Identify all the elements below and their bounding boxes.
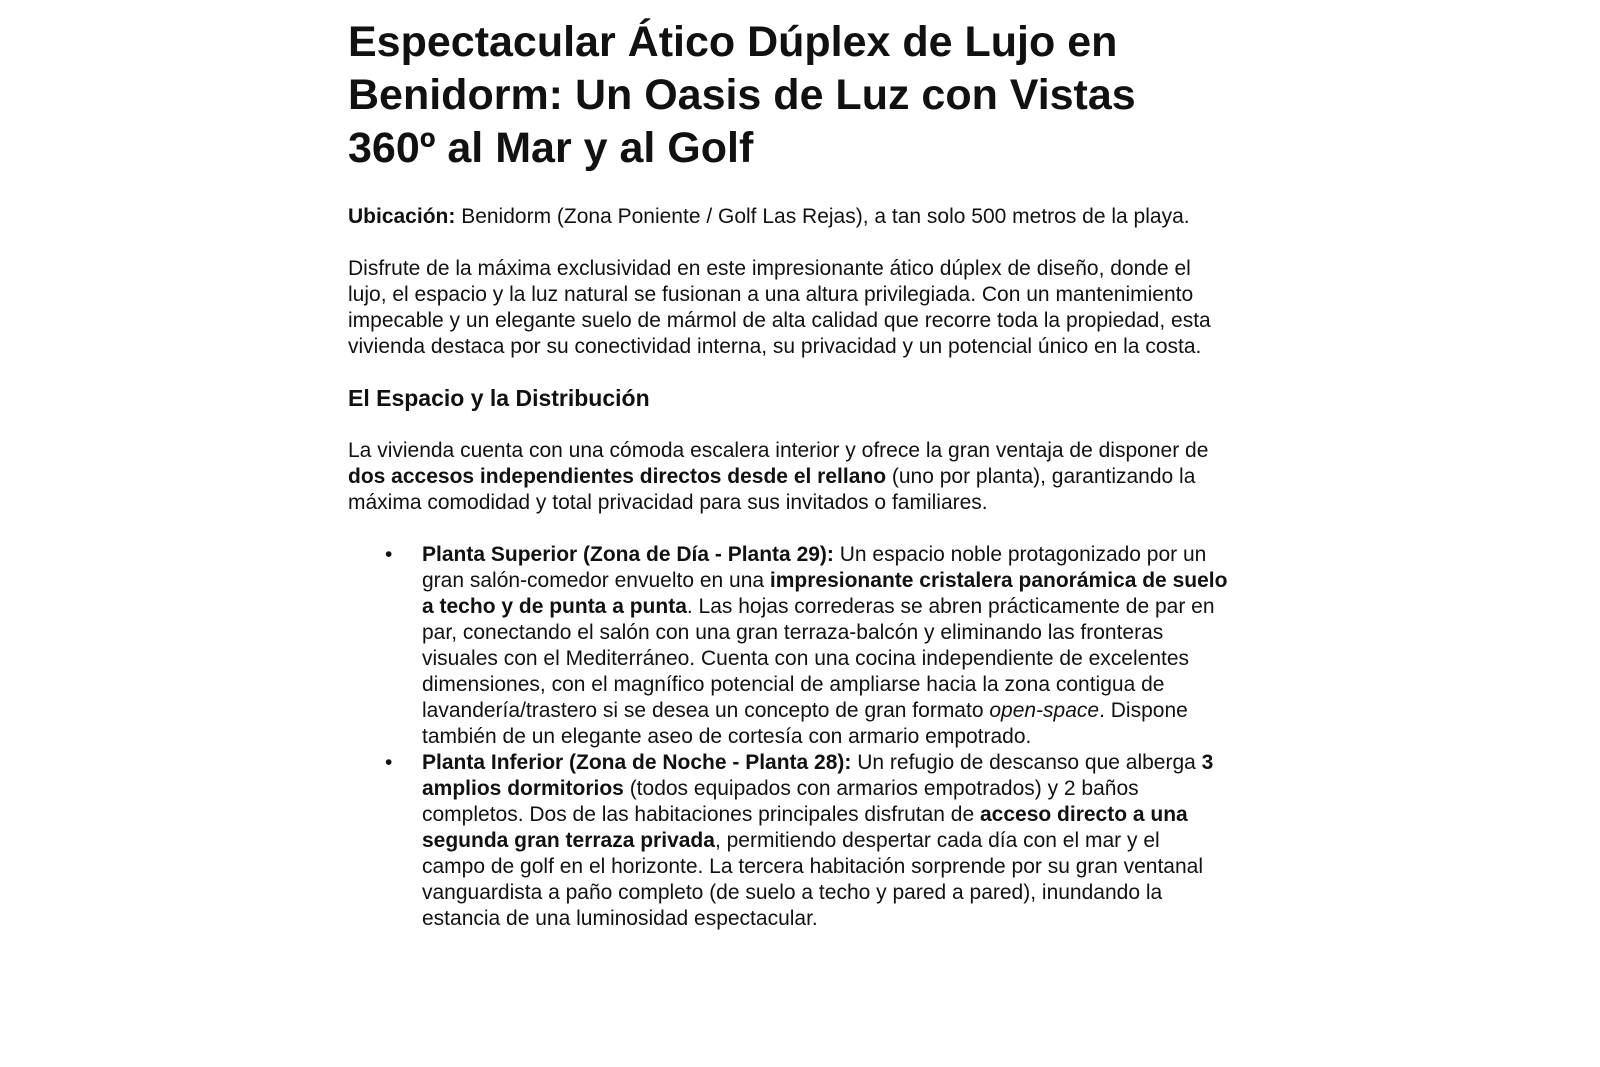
layout-text-1: La vivienda cuenta con una cómoda escalera interior y ofrece la gran ventaja de disponer de [348,439,1209,462]
lower-floor-text-2: (todos equipados con armarios empotrados) y 2 baños completos. Dos de las habitaciones principales disfrutan de [422,777,1139,826]
lower-floor-bold-2: acceso directo a una segunda gran terraza privada [422,803,1188,852]
section-heading: El Espacio y la Distribución [348,385,650,411]
layout-text-2: (uno por planta), garantizando la máxima comodidad y total privacidad para sus invitados o familiares. [348,465,1196,514]
document-page [348,16,1228,932]
bullet-icon: • [385,543,393,566]
page-title: Espectacular Ático Dúplex de Lujo en Benidorm: Un Oasis de Luz con Vistas 360º al Mar y al Golf [348,18,1136,172]
floor-list [348,542,1228,932]
upper-floor-italic-1: open-space [989,699,1100,722]
location-text: Benidorm (Zona Poniente / Golf Las Rejas), a tan solo 500 metros de la playa. [455,205,1190,228]
upper-floor-text-2: . Las hojas correderas se abren prácticamente de par en par, conectando el salón con una gran terraza-balcón y eliminando las fronteras visuales con el Mediterráneo. Cuenta con una cocina independiente de excelentes dimensiones, con el magnífico potencial de ampliarse hacia la zona contigua de lavandería/trastero si se desea un concepto de gran formato [422,595,1215,722]
intro-paragraph: Disfrute de la máxima exclusividad en este impresionante ático dúplex de diseño, donde el lujo, el espacio y la luz natural se fusionan a una altura privilegiada. Con un mantenimiento impecable y un elegante suelo de mármol de alta calidad que recorre toda la propiedad, esta vivienda destaca por su conectividad interna, su privacidad y un potencial único en la costa. [348,257,1211,358]
location-paragraph [348,204,1228,230]
upper-floor-text-3: . Dispone también de un elegante aseo de cortesía con armario empotrado. [422,699,1188,748]
layout-bold-1: dos accesos independientes directos desde el rellano [348,465,887,488]
bullet-icon: • [385,751,393,774]
layout-paragraph [348,438,1228,516]
location-label: Ubicación: [348,205,456,228]
list-item-upper-floor [385,542,1228,750]
lower-floor-bold-1: 3 amplios dormitorios [422,751,1214,800]
list-item-lower-floor [385,750,1228,932]
lower-floor-text-3: , permitiendo despertar cada día con el mar y el campo de golf en el horizonte. La tercera habitación sorprende por su gran ventanal vanguardista a paño completo (de suelo a techo y pared a pared), inundando la estancia de una luminosidad espectacular. [422,829,1203,930]
upper-floor-label: Planta Superior (Zona de Día - Planta 29): [422,543,834,566]
upper-floor-bold-1: impresionante cristalera panorámica de suelo a techo y de punta a punta [422,569,1228,618]
lower-floor-text-1: Un refugio de descanso que alberga [851,751,1202,774]
lower-floor-label: Planta Inferior (Zona de Noche - Planta 28): [422,751,852,774]
upper-floor-text-1: Un espacio noble protagonizado por un gran salón-comedor envuelto en una [422,543,1207,592]
